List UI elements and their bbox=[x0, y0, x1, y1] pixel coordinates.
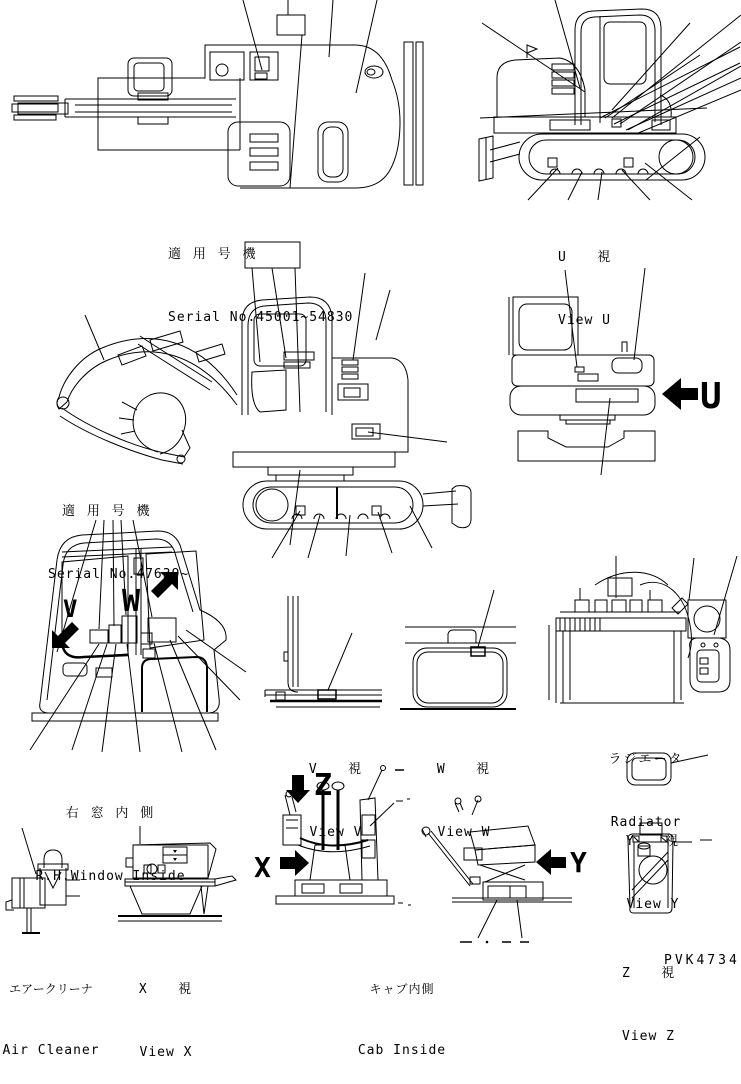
view-w-jp: W 視 bbox=[436, 761, 492, 777]
window-inside-en: R.H.Window Inside bbox=[35, 868, 186, 884]
drawing-code: PVK4734 bbox=[664, 953, 740, 968]
view-u-side-drawing bbox=[479, 0, 741, 200]
label-window-inside bbox=[28, 760, 193, 908]
cab-inside-jp: キャブ内側 bbox=[369, 981, 435, 996]
label-view-u bbox=[558, 204, 648, 352]
arrow-y-label: Y bbox=[570, 846, 587, 879]
view-u-en: View U bbox=[558, 312, 611, 328]
top-serial-en: Serial No.45001~54830 bbox=[168, 309, 354, 325]
bottom-serial-jp: 適 用 号 機 bbox=[62, 503, 152, 519]
label-cab-inside bbox=[356, 936, 448, 1083]
label-view-x bbox=[132, 936, 200, 1084]
air-cleaner-jp: エアークリーナ bbox=[9, 981, 93, 996]
cab-inside-en: Cab Inside bbox=[357, 1043, 447, 1059]
arrow-w-label: W bbox=[122, 584, 141, 619]
label-top-serial bbox=[168, 201, 378, 349]
view-y-jp: Y 視 bbox=[625, 833, 681, 849]
radiator-drawing bbox=[549, 556, 737, 703]
view-v-drawing bbox=[265, 596, 382, 707]
label-bottom-serial bbox=[48, 458, 258, 606]
arrow-v-label: V bbox=[63, 595, 78, 623]
view-x-en: View X bbox=[139, 1044, 193, 1060]
bottom-serial-en: Serial No.47639~ bbox=[48, 566, 190, 582]
view-z-jp: Z 視 bbox=[622, 965, 677, 981]
view-x-jp: X 視 bbox=[138, 981, 194, 997]
label-view-z bbox=[622, 920, 702, 1068]
radiator-en: Radiator bbox=[610, 814, 682, 830]
dash-dot-marks bbox=[460, 941, 529, 944]
air-cleaner-en: Air Cleaner bbox=[2, 1043, 100, 1059]
label-air-cleaner bbox=[0, 936, 102, 1083]
view-w-en: View W bbox=[437, 824, 491, 840]
window-inside-jp: 右 窓 内 側 bbox=[65, 805, 156, 821]
view-y-en: View Y bbox=[626, 896, 680, 912]
radiator-jp: ラジエータ bbox=[608, 751, 684, 767]
label-view-w bbox=[428, 716, 500, 864]
arrow-y-icon bbox=[536, 849, 566, 875]
view-u-jp: U 視 bbox=[558, 249, 613, 265]
arrow-u-label: U bbox=[700, 376, 722, 417]
label-view-y bbox=[620, 788, 686, 936]
view-v-en: View V bbox=[309, 824, 363, 840]
top-serial-jp: 適 用 号 機 bbox=[168, 246, 258, 262]
view-z-en: View Z bbox=[622, 1028, 675, 1044]
top-plan-view-drawing bbox=[12, 0, 423, 188]
arrow-x-label: X bbox=[254, 851, 271, 884]
view-v-jp: V 視 bbox=[308, 761, 364, 777]
label-view-v bbox=[300, 716, 372, 864]
arrow-u-icon bbox=[662, 378, 698, 410]
arrow-z-label: Z bbox=[314, 768, 333, 803]
view-w-drawing bbox=[400, 590, 516, 709]
